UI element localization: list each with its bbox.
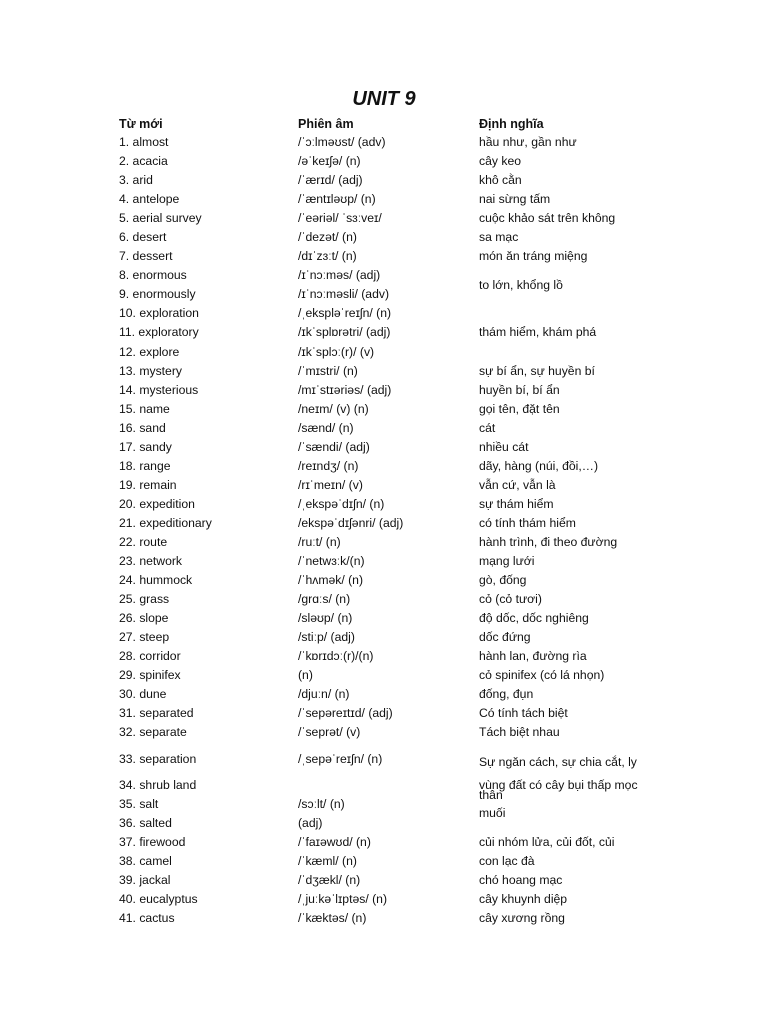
- vocab-ipa: /ˈæntɪləʊp/ (n): [298, 192, 376, 207]
- vocab-row: [0, 685, 768, 704]
- vocab-definition: gò, đống: [479, 573, 527, 588]
- vocab-ipa: /stiːp/ (adj): [298, 630, 355, 645]
- vocab-word: 33. separation: [119, 751, 197, 766]
- vocab-row: [0, 419, 768, 438]
- vocab-word: 17. sandy: [119, 439, 172, 454]
- vocab-word: 8. enormous: [119, 268, 187, 283]
- vocab-row: [0, 495, 768, 514]
- vocab-row: [0, 814, 768, 833]
- page-title: UNIT 9: [352, 88, 416, 110]
- vocab-word: 7. dessert: [119, 249, 173, 264]
- vocab-definition: cây khuynh diệp: [479, 891, 568, 906]
- vocab-ipa: /ɪˈnɔːməsli/ (adv): [298, 287, 390, 302]
- vocab-row: [0, 666, 768, 685]
- vocab-row: [0, 552, 768, 571]
- vocab-ipa: /neɪm/ (v) (n): [298, 401, 369, 416]
- vocab-ipa: /ˈærɪd/ (adj): [298, 173, 363, 188]
- vocab-word: 19. remain: [119, 477, 177, 492]
- vocab-word: 9. enormously: [119, 287, 196, 302]
- vocab-row: [0, 852, 768, 871]
- vocab-definition: dốc đứng: [479, 630, 531, 645]
- vocab-definition: nai sừng tấm: [479, 192, 551, 207]
- vocab-definition: gọi tên, đặt tên: [479, 401, 560, 416]
- vocab-row: [0, 362, 768, 381]
- column-header-ipa: Phiên âm: [298, 117, 354, 131]
- vocab-row: [0, 514, 768, 533]
- vocab-row: [0, 833, 768, 852]
- vocab-definition: sự thám hiểm: [479, 496, 554, 511]
- vocab-row: [0, 133, 768, 152]
- vocab-word: 13. mystery: [119, 363, 182, 378]
- vocabulary-table: [0, 133, 768, 928]
- vocab-definition: cát: [479, 420, 496, 435]
- vocab-ipa: (adj): [298, 815, 323, 830]
- vocab-word: 18. range: [119, 458, 171, 473]
- vocab-word: 5. aerial survey: [119, 211, 202, 226]
- vocab-word: 4. antelope: [119, 192, 180, 207]
- vocab-ipa: /ɪkˈsplɒrətri/ (adj): [298, 325, 391, 340]
- vocab-definition: sa mạc: [479, 230, 519, 245]
- vocab-row: [0, 323, 768, 342]
- vocab-ipa: /ekspəˈdɪʃənri/ (adj): [298, 515, 404, 530]
- vocab-word: 28. corridor: [119, 649, 181, 664]
- vocab-definition: nhiều cát: [479, 439, 529, 454]
- vocab-definition: Có tính tách biệt: [479, 706, 568, 721]
- vocab-word: 37. firewood: [119, 834, 186, 849]
- vocab-row: [0, 152, 768, 171]
- vocab-row: [0, 190, 768, 209]
- vocab-definition: củi nhóm lửa, củi đốt, củi: [479, 834, 615, 849]
- vocab-row: [0, 266, 768, 285]
- vocab-ipa: /ɪkˈsplɔː(r)/ (v): [298, 344, 375, 359]
- vocab-definition: thám hiểm, khám phá: [479, 325, 597, 340]
- vocab-row: [0, 438, 768, 457]
- vocab-ipa: /ˈnetwɜːk/(n): [298, 554, 365, 569]
- vocab-word: 26. slope: [119, 611, 169, 626]
- vocab-definition: con lạc đà: [479, 853, 535, 868]
- vocab-definition: Tách biệt nhau: [479, 725, 560, 740]
- vocab-definition-merged: to lớn, khổng lồ: [479, 277, 563, 292]
- vocab-word: 40. eucalyptus: [119, 891, 198, 906]
- vocab-word: 24. hummock: [119, 573, 193, 588]
- vocab-ipa: /ˈsændi/ (adj): [298, 439, 370, 454]
- vocab-row: [0, 909, 768, 928]
- vocab-word: 31. separated: [119, 706, 194, 721]
- vocab-word: 29. spinifex: [119, 668, 181, 683]
- vocab-row: [0, 590, 768, 609]
- vocab-definition: Sự ngăn cách, sự chia cắt, ly thân: [479, 754, 637, 802]
- vocab-ipa: /ˈsepəreɪtɪd/ (adj): [298, 706, 393, 721]
- vocab-word: 16. sand: [119, 420, 166, 435]
- vocab-definition: món ăn tráng miệng: [479, 249, 588, 264]
- vocab-definition: cỏ spinifex (có lá nhọn): [479, 668, 605, 683]
- vocab-definition: dãy, hàng (núi, đồi,…): [479, 458, 599, 473]
- vocab-row: [0, 795, 768, 814]
- vocab-row: [0, 209, 768, 228]
- vocab-ipa: /ˌjuːkəˈlɪptəs/ (n): [298, 891, 387, 906]
- vocab-row: [0, 400, 768, 419]
- vocab-definition: vùng đất có cây bụi thấp mọc: [479, 777, 638, 792]
- vocab-word: 22. route: [119, 534, 168, 549]
- vocab-word: 34. shrub land: [119, 777, 197, 792]
- vocab-row: [0, 890, 768, 909]
- vocab-word: 27. steep: [119, 630, 170, 645]
- vocab-word: 25. grass: [119, 592, 170, 607]
- vocab-ipa: /ˈfaɪəwʊd/ (n): [298, 834, 371, 849]
- vocab-row: [0, 247, 768, 266]
- vocab-definition: cây xương rồng: [479, 910, 565, 925]
- vocab-ipa: /ˌekspləˈreɪʃn/ (n): [298, 306, 392, 321]
- vocab-definition: hầu như, gần như: [479, 135, 577, 149]
- vocab-word: 39. jackal: [119, 872, 171, 887]
- vocab-ipa: /ˌekspəˈdɪʃn/ (n): [298, 496, 385, 511]
- vocab-definition: huyền bí, bí ẩn: [479, 382, 560, 397]
- vocab-row: [0, 171, 768, 190]
- vocab-definition: chó hoang mạc: [479, 872, 563, 887]
- vocab-word: 21. expeditionary: [119, 515, 212, 530]
- vocab-word: 6. desert: [119, 230, 167, 245]
- vocab-ipa: /ˈhʌmək/ (n): [298, 573, 364, 588]
- vocab-definition: có tính thám hiểm: [479, 515, 576, 530]
- vocab-row: [0, 647, 768, 666]
- vocab-word: 3. arid: [119, 173, 153, 188]
- vocab-ipa: /ruːt/ (n): [298, 534, 341, 549]
- vocab-row: [0, 609, 768, 628]
- vocab-word: 1. almost: [119, 135, 169, 149]
- vocab-definition: độ dốc, dốc nghiêng: [479, 611, 589, 626]
- vocab-word: 35. salt: [119, 796, 159, 811]
- vocab-definition: mạng lưới: [479, 554, 535, 569]
- vocab-row: [0, 285, 768, 304]
- vocab-ipa: /ˈseprət/ (v): [298, 725, 361, 740]
- column-header-definition: Định nghĩa: [479, 117, 544, 131]
- vocab-definition: cỏ (cỏ tươi): [479, 592, 542, 607]
- vocab-ipa: /dɪˈzɜːt/ (n): [298, 249, 357, 264]
- vocab-word: 23. network: [119, 554, 183, 569]
- vocab-row: [0, 704, 768, 723]
- vocab-row: [0, 343, 768, 362]
- vocab-ipa: /ɪˈnɔːməs/ (adj): [298, 268, 381, 283]
- vocab-ipa: (n): [298, 668, 313, 683]
- vocab-ipa: /mɪˈstɪəriəs/ (adj): [298, 382, 392, 397]
- vocab-ipa: /ˈkæml/ (n): [298, 853, 357, 868]
- vocab-ipa: /ˈmɪstri/ (n): [298, 363, 358, 378]
- vocab-definition: khô cằn: [479, 173, 522, 188]
- vocab-word: 14. mysterious: [119, 382, 199, 397]
- vocab-definition: cây keo: [479, 154, 522, 169]
- vocab-row: [0, 871, 768, 890]
- vocab-row: [0, 304, 768, 323]
- vocab-word: 32. separate: [119, 725, 187, 740]
- vocab-ipa: /ˌsepəˈreɪʃn/ (n): [298, 751, 383, 766]
- vocab-ipa: /djuːn/ (n): [298, 687, 350, 702]
- vocab-word: 41. cactus: [119, 910, 175, 925]
- vocab-word: 20. expedition: [119, 496, 195, 511]
- vocab-ipa: /ˈdʒækl/ (n): [298, 872, 361, 887]
- vocab-row: [0, 723, 768, 742]
- vocab-word: 30. dune: [119, 687, 167, 702]
- vocab-ipa: /ˈkæktəs/ (n): [298, 910, 367, 925]
- vocab-word: 36. salted: [119, 815, 172, 830]
- vocab-word: 38. camel: [119, 853, 172, 868]
- vocab-definition: cuộc khảo sát trên không: [479, 211, 616, 226]
- vocab-ipa: /ˈkɒrɪdɔː(r)/(n): [298, 649, 374, 664]
- column-header-word: Từ mới: [119, 117, 163, 131]
- vocab-word: 12. explore: [119, 344, 180, 359]
- vocab-ipa: /ˈeəriəl/ ˈsɜːveɪ/: [298, 211, 382, 226]
- vocab-definition: đống, đụn: [479, 687, 534, 702]
- vocab-ipa: /reɪndʒ/ (n): [298, 458, 359, 473]
- vocab-row: [0, 776, 768, 795]
- vocab-row: [0, 381, 768, 400]
- vocab-ipa: /sɔːlt/ (n): [298, 796, 345, 811]
- vocab-definition-merged: muối: [479, 806, 506, 821]
- vocab-row: [0, 457, 768, 476]
- vocab-word: 10. exploration: [119, 306, 199, 321]
- vocab-word: 2. acacia: [119, 154, 168, 169]
- vocab-word: 11. exploratory: [119, 325, 199, 340]
- vocab-definition: sự bí ẩn, sự huyền bí: [479, 363, 595, 378]
- vocab-definition: hành lan, đường rìa: [479, 649, 587, 664]
- vocab-ipa: /əˈkeɪʃə/ (n): [298, 154, 361, 169]
- vocab-row: [0, 228, 768, 247]
- vocab-row: [0, 476, 768, 495]
- vocab-row: [0, 628, 768, 647]
- vocab-ipa: /sænd/ (n): [298, 420, 354, 435]
- vocab-ipa: /ˈdezət/ (n): [298, 230, 357, 245]
- vocab-definition: vẫn cứ, vẫn là: [479, 477, 556, 492]
- vocab-ipa: /rɪˈmeɪn/ (v): [298, 477, 363, 492]
- vocab-ipa: /sləʊp/ (n): [298, 611, 353, 626]
- vocab-word: 15. name: [119, 401, 170, 416]
- vocab-row: [0, 533, 768, 552]
- vocab-row: [0, 571, 768, 590]
- vocab-ipa: /ɡrɑːs/ (n): [298, 592, 351, 607]
- vocab-definition: hành trình, đi theo đường: [479, 534, 618, 549]
- vocab-ipa: /ˈɔːlməʊst/ (adv): [298, 135, 386, 149]
